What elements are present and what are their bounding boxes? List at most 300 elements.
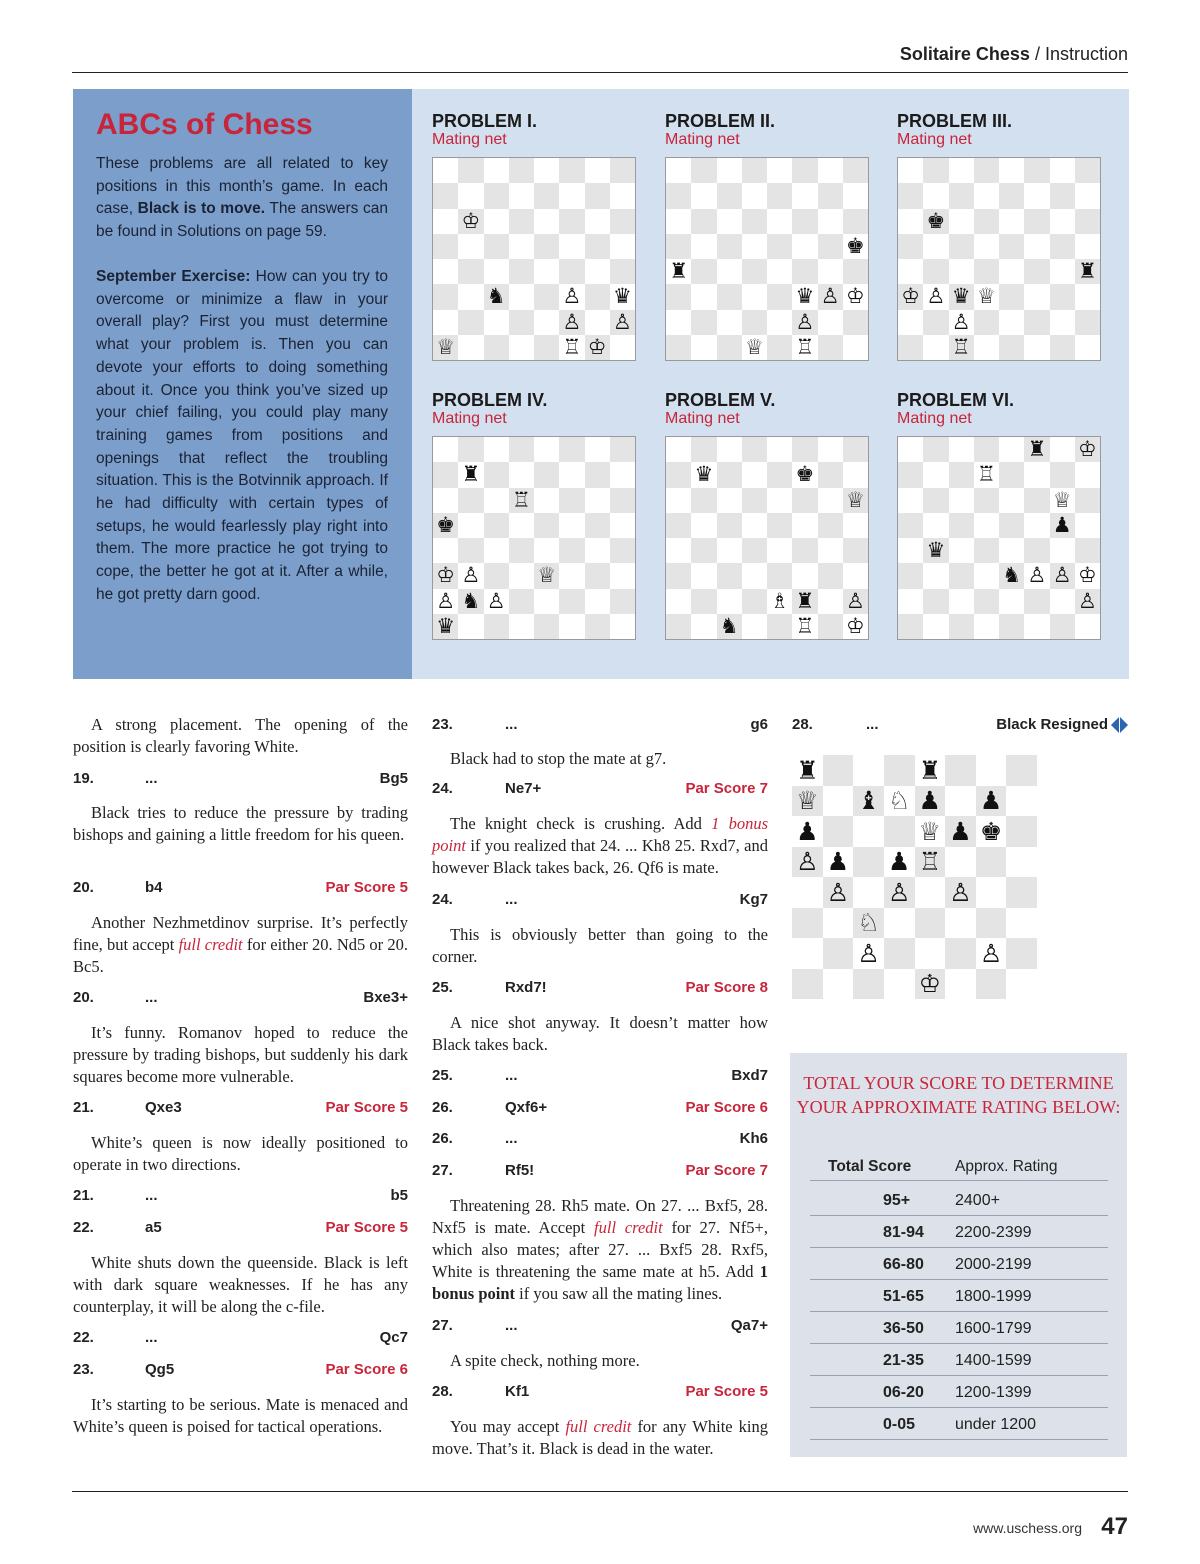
- board-square: [610, 284, 635, 309]
- board-square: [691, 437, 716, 462]
- board-square: [691, 234, 716, 259]
- board-square: [949, 538, 974, 563]
- chess-piece: ♔: [1077, 563, 1097, 588]
- board-square: [534, 614, 559, 639]
- board-square: [717, 284, 742, 309]
- board-square: [999, 335, 1024, 360]
- board-square: [666, 158, 691, 183]
- score-row-rule: [810, 1407, 1108, 1408]
- board-square: [559, 284, 584, 309]
- board-square: [1024, 437, 1049, 462]
- board-square: [843, 158, 868, 183]
- board-square: [717, 158, 742, 183]
- board-square: [666, 589, 691, 614]
- move-number: 22.: [73, 1329, 94, 1346]
- board-square: [898, 284, 923, 309]
- chess-piece: ♙: [1052, 563, 1072, 588]
- move: Ne7+: [505, 780, 542, 797]
- board-square: [585, 259, 610, 284]
- board-square: [433, 310, 458, 335]
- paragraph: [432, 1195, 768, 1305]
- header-separator: /: [1029, 44, 1045, 64]
- board-square: [691, 614, 716, 639]
- board-square: [742, 488, 767, 513]
- board-square: [945, 877, 976, 908]
- board-square: [818, 513, 843, 538]
- chess-piece: ♟: [887, 847, 911, 877]
- board-square: [1075, 234, 1100, 259]
- board-square: [792, 614, 817, 639]
- board-square: [559, 563, 584, 588]
- board-square: [974, 563, 999, 588]
- board-square: [717, 614, 742, 639]
- board-square: [792, 488, 817, 513]
- board-square: [534, 335, 559, 360]
- board-square: [509, 259, 534, 284]
- resign-note: Black Resigned: [996, 716, 1108, 733]
- board-square: [923, 563, 948, 588]
- board-square: [843, 209, 868, 234]
- board-square: [1075, 259, 1100, 284]
- board-square: [1075, 310, 1100, 335]
- board-square: [923, 437, 948, 462]
- score-row-rule: [810, 1215, 1108, 1216]
- board-square: [1050, 462, 1075, 487]
- board-square: [666, 538, 691, 563]
- board-square: [976, 786, 1007, 817]
- board-square: [853, 877, 884, 908]
- board-square: [433, 437, 458, 462]
- board-square: [999, 437, 1024, 462]
- chess-piece: ♝: [857, 786, 880, 816]
- board-square: [976, 816, 1007, 847]
- board-square: [691, 209, 716, 234]
- chess-piece: ♙: [486, 588, 506, 613]
- board-square: [585, 209, 610, 234]
- board-square: [923, 284, 948, 309]
- paragraph: A spite check, nothing more.: [450, 1351, 640, 1370]
- board-square: [999, 462, 1024, 487]
- text: for 27. Nf5+, which also mates; after 27. ... Bxf5 28. Rxf5, White is threatening the same mate at h5. Add: [432, 1218, 768, 1281]
- board-square: [559, 488, 584, 513]
- board-square: [742, 335, 767, 360]
- chess-piece: ♟: [918, 786, 942, 816]
- board-square: [898, 310, 923, 335]
- board-square: [666, 310, 691, 335]
- board-square: [945, 816, 976, 847]
- board-square: [818, 563, 843, 588]
- board-square: [1024, 513, 1049, 538]
- paragraph: [432, 813, 768, 879]
- board-square: [843, 614, 868, 639]
- board-square: [1050, 284, 1075, 309]
- board-square: [843, 513, 868, 538]
- board-square: [717, 563, 742, 588]
- board-square: [923, 259, 948, 284]
- board-square: [818, 158, 843, 183]
- board-square: [433, 335, 458, 360]
- board-square: [1024, 462, 1049, 487]
- board-square: [433, 513, 458, 538]
- chess-piece: ♔: [436, 563, 456, 588]
- move-number: 21.: [73, 1187, 94, 1204]
- board-square: [666, 563, 691, 588]
- move-number: 25.: [432, 1067, 453, 1084]
- board-square: [717, 513, 742, 538]
- score-range: 21-35: [883, 1352, 924, 1369]
- board-square: [843, 259, 868, 284]
- move: Kf1: [505, 1383, 530, 1400]
- par-score: Par Score 6: [685, 1099, 768, 1116]
- move-number: 28.: [792, 716, 813, 733]
- board-square: [1006, 786, 1037, 817]
- board-square: [666, 488, 691, 513]
- board-square: [559, 234, 584, 259]
- rating-range: 1600-1799: [955, 1320, 1032, 1337]
- score-row-rule: [810, 1311, 1108, 1312]
- chess-piece: ♕: [976, 284, 996, 309]
- chess-piece: ♙: [436, 588, 456, 613]
- score-row-rule: [810, 1279, 1108, 1280]
- move-right: g6: [750, 716, 768, 733]
- move-right: Qc7: [379, 1329, 408, 1346]
- col2-p5: [432, 1195, 768, 1305]
- board-square: [949, 614, 974, 639]
- chess-piece: ♖: [951, 334, 971, 359]
- board-square: [843, 488, 868, 513]
- board-square: [884, 755, 915, 786]
- score-range: 06-20: [883, 1384, 924, 1401]
- board-square: [923, 335, 948, 360]
- board-square: [666, 614, 691, 639]
- board-square: [559, 310, 584, 335]
- move-number: 20.: [73, 879, 94, 896]
- paragraph: [432, 1416, 768, 1460]
- board-square: [898, 563, 923, 588]
- problem-5-board: [665, 436, 869, 640]
- board-square: [853, 969, 884, 1000]
- move: ...: [866, 716, 879, 733]
- board-square: [534, 183, 559, 208]
- board-square: [1050, 158, 1075, 183]
- paragraph: It’s starting to be serious. Mate is menaced and White’s queen is poised for tactical operations.: [73, 1395, 408, 1436]
- board-square: [1075, 183, 1100, 208]
- text: Another Nezhmetdinov surprise. It’s perfectly fine, but accept: [73, 913, 408, 954]
- board-square: [691, 538, 716, 563]
- chess-piece: ♜: [1027, 437, 1047, 462]
- col2-p1: [432, 748, 768, 770]
- paragraph: White’s queen is now ideally positioned to operate in two directions.: [73, 1133, 408, 1174]
- paragraph: A strong placement. The opening of the position is clearly favoring White.: [73, 715, 408, 756]
- chess-piece: ♙: [949, 877, 972, 907]
- board-square: [818, 589, 843, 614]
- board-square: [585, 335, 610, 360]
- board-square: [1075, 538, 1100, 563]
- board-square: [792, 335, 817, 360]
- move-number: 19.: [73, 770, 94, 787]
- board-square: [767, 158, 792, 183]
- score-range: 36-50: [883, 1320, 924, 1337]
- board-square: [1050, 335, 1075, 360]
- board-square: [767, 589, 792, 614]
- board-square: [717, 259, 742, 284]
- board-square: [843, 234, 868, 259]
- par-score: Par Score 5: [685, 1383, 768, 1400]
- board-square: [999, 538, 1024, 563]
- board-square: [742, 437, 767, 462]
- board-square: [585, 462, 610, 487]
- chess-piece: ♟: [949, 816, 972, 846]
- board-square: [976, 877, 1007, 908]
- board-square: [742, 183, 767, 208]
- chess-piece: ♘: [887, 786, 911, 816]
- board-square: [691, 183, 716, 208]
- board-square: [717, 538, 742, 563]
- board-square: [691, 158, 716, 183]
- board-square: [585, 614, 610, 639]
- board-square: [823, 847, 854, 878]
- board-square: [976, 908, 1007, 939]
- board-square: [509, 437, 534, 462]
- chess-piece: ♔: [918, 969, 942, 999]
- board-square: [884, 847, 915, 878]
- board-square: [1075, 209, 1100, 234]
- move-right: Bxd7: [731, 1067, 768, 1084]
- board-square: [923, 614, 948, 639]
- board-square: [1075, 284, 1100, 309]
- board-square: [767, 209, 792, 234]
- board-square: [610, 614, 635, 639]
- board-square: [767, 488, 792, 513]
- board-square: [974, 158, 999, 183]
- board-square: [458, 335, 483, 360]
- board-square: [1075, 589, 1100, 614]
- board-square: [884, 938, 915, 969]
- board-square: [534, 284, 559, 309]
- chess-piece: ♙: [612, 309, 632, 334]
- board-square: [610, 158, 635, 183]
- move-right: Bg5: [379, 770, 408, 787]
- board-square: [949, 284, 974, 309]
- board-square: [999, 259, 1024, 284]
- board-square: [534, 437, 559, 462]
- move-right: Kh6: [739, 1130, 768, 1147]
- move-number: 28.: [432, 1383, 453, 1400]
- board-square: [843, 310, 868, 335]
- emphasis: full credit: [178, 935, 243, 954]
- board-square: [534, 209, 559, 234]
- board-square: [792, 462, 817, 487]
- board-square: [458, 437, 483, 462]
- board-square: [792, 847, 823, 878]
- board-square: [717, 437, 742, 462]
- score-row-rule: [810, 1375, 1108, 1376]
- board-square: [691, 310, 716, 335]
- board-square: [974, 589, 999, 614]
- rating-range: 2000-2199: [955, 1256, 1032, 1273]
- problem-3-title: PROBLEM III.: [897, 111, 1013, 131]
- board-square: [823, 786, 854, 817]
- board-square: [717, 589, 742, 614]
- emphasis: full credit: [565, 1417, 632, 1436]
- chess-piece: ♚: [845, 233, 865, 258]
- board-square: [767, 538, 792, 563]
- col2-p6: [432, 1350, 768, 1372]
- board-square: [1024, 563, 1049, 588]
- board-square: [949, 488, 974, 513]
- board-square: [792, 908, 823, 939]
- board-square: [742, 538, 767, 563]
- board-square: [742, 462, 767, 487]
- board-square: [974, 234, 999, 259]
- board-square: [742, 563, 767, 588]
- board-square: [898, 589, 923, 614]
- board-square: [610, 234, 635, 259]
- board-square: [823, 938, 854, 969]
- board-square: [458, 158, 483, 183]
- board-square: [999, 589, 1024, 614]
- board-square: [484, 310, 509, 335]
- board-square: [484, 335, 509, 360]
- chess-piece: ♜: [461, 462, 481, 487]
- board-square: [610, 488, 635, 513]
- board-square: [1050, 437, 1075, 462]
- board-square: [974, 462, 999, 487]
- board-square: [610, 183, 635, 208]
- par-score: Par Score 5: [325, 879, 408, 896]
- chess-piece: ♟: [796, 816, 819, 846]
- board-square: [458, 563, 483, 588]
- problem-3-subtitle: Mating net: [897, 131, 972, 148]
- intro-text: These problems are all related to key positions in this month’s game. In each case,: [96, 155, 388, 218]
- board-square: [843, 462, 868, 487]
- rating-range: 2400+: [955, 1192, 1000, 1209]
- board-square: [818, 538, 843, 563]
- chess-piece: ♙: [826, 877, 850, 907]
- board-square: [610, 437, 635, 462]
- problem-2-board: [665, 157, 869, 361]
- board-square: [509, 183, 534, 208]
- chess-piece: ♜: [918, 755, 942, 785]
- board-square: [1024, 284, 1049, 309]
- move: ...: [505, 716, 518, 733]
- board-square: [767, 335, 792, 360]
- board-square: [534, 310, 559, 335]
- board-square: [999, 234, 1024, 259]
- chess-piece: ♞: [486, 284, 506, 309]
- board-square: [458, 513, 483, 538]
- board-square: [691, 563, 716, 588]
- board-square: [742, 589, 767, 614]
- exercise-label: September Exercise:: [96, 268, 251, 285]
- chess-piece: ♙: [796, 847, 819, 877]
- board-square: [610, 310, 635, 335]
- board-square: [915, 938, 946, 969]
- board-square: [610, 589, 635, 614]
- paragraph: Black tries to reduce the pressure by trading bishops and gaining a little freedom for his queen.: [73, 803, 408, 844]
- score-range: 0-05: [883, 1416, 916, 1433]
- move: ...: [145, 770, 158, 787]
- september-exercise: [96, 266, 388, 607]
- board-square: [433, 614, 458, 639]
- move-number: 22.: [73, 1219, 94, 1236]
- board-square: [1024, 335, 1049, 360]
- paragraph: Black had to stop the mate at g7.: [450, 749, 667, 768]
- score-row-rule: [810, 1247, 1108, 1248]
- board-square: [1075, 513, 1100, 538]
- board-square: [898, 158, 923, 183]
- board-square: [1075, 335, 1100, 360]
- board-square: [884, 786, 915, 817]
- chess-piece: ♚: [795, 462, 815, 487]
- board-square: [1075, 462, 1100, 487]
- board-square: [1024, 310, 1049, 335]
- move: ...: [145, 1329, 158, 1346]
- board-square: [484, 513, 509, 538]
- rating-range: 1400-1599: [955, 1352, 1032, 1369]
- move: ...: [505, 891, 518, 908]
- board-square: [559, 614, 584, 639]
- board-square: [999, 284, 1024, 309]
- problem-3-board: [897, 157, 1101, 361]
- board-square: [974, 513, 999, 538]
- text: The knight check is crushing. Add: [450, 814, 712, 833]
- board-square: [853, 786, 884, 817]
- board-square: [691, 462, 716, 487]
- board-square: [458, 614, 483, 639]
- board-square: [974, 310, 999, 335]
- board-square: [767, 284, 792, 309]
- board-square: [974, 335, 999, 360]
- board-square: [509, 335, 534, 360]
- chess-piece: ♚: [926, 208, 946, 233]
- board-square: [945, 786, 976, 817]
- board-square: [792, 877, 823, 908]
- board-square: [1024, 589, 1049, 614]
- rating-range: 2200-2399: [955, 1224, 1032, 1241]
- board-square: [717, 209, 742, 234]
- board-square: [509, 488, 534, 513]
- board-square: [585, 589, 610, 614]
- paragraph: White shuts down the queenside. Black is left with dark square weaknesses. If he has any counterplay, it will be along the c-file.: [73, 1253, 408, 1316]
- board-square: [585, 538, 610, 563]
- board-square: [433, 234, 458, 259]
- board-square: [843, 563, 868, 588]
- paragraph: This is obviously better than going to the corner.: [432, 925, 768, 966]
- text: if you saw all the mating lines.: [515, 1284, 723, 1303]
- text: You may accept: [450, 1417, 566, 1436]
- board-square: [1024, 488, 1049, 513]
- col1-p7: [73, 1394, 408, 1438]
- board-square: [559, 538, 584, 563]
- chess-piece: ♛: [694, 462, 714, 487]
- board-square: [1050, 538, 1075, 563]
- board-square: [610, 563, 635, 588]
- board-square: [999, 488, 1024, 513]
- board-square: [484, 488, 509, 513]
- board-square: [717, 335, 742, 360]
- board-square: [484, 209, 509, 234]
- board-square: [898, 259, 923, 284]
- board-square: [742, 259, 767, 284]
- chess-piece: ♟: [1052, 512, 1072, 537]
- board-square: [974, 183, 999, 208]
- chess-piece: ♕: [845, 487, 865, 512]
- board-square: [534, 488, 559, 513]
- chess-piece: ♖: [562, 334, 582, 359]
- chess-piece: ♚: [436, 512, 456, 537]
- board-square: [923, 538, 948, 563]
